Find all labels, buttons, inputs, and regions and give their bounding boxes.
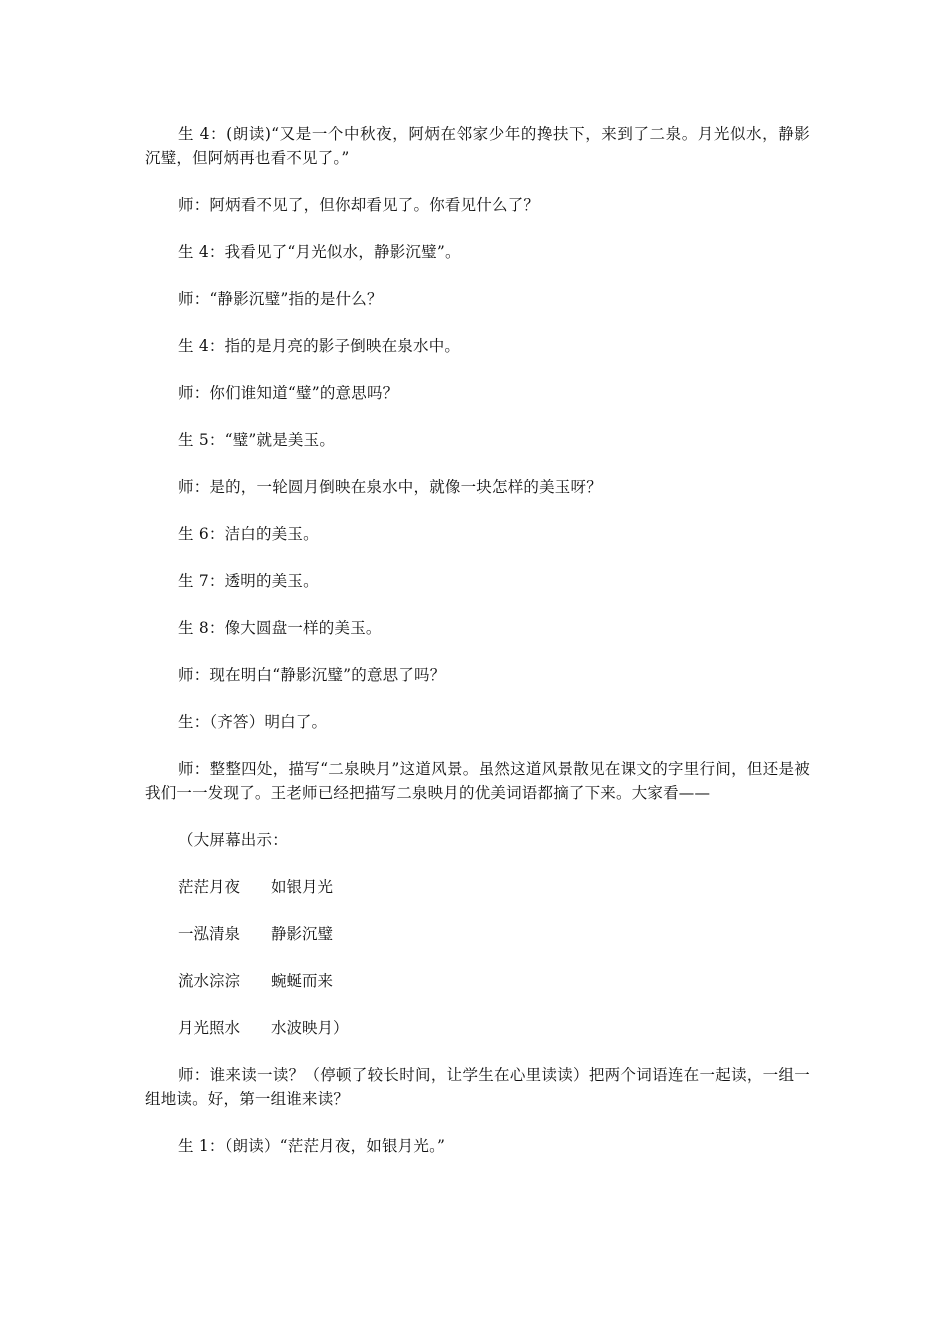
paragraph: 生 5：“璧”就是美玉。 — [178, 431, 336, 449]
paragraph: 生 4：指的是月亮的影子倒映在泉水中。 — [178, 337, 461, 355]
vocab-word: 流水淙淙 — [178, 972, 241, 990]
paragraph: 生 1：（朗读）“茫茫月夜，如银月光。” — [178, 1137, 446, 1155]
paragraph: 师：现在明白“静影沉璧”的意思了吗？ — [178, 666, 446, 684]
vocab-word: 蜿蜒而来 — [271, 972, 334, 990]
paragraph: 生：（齐答）明白了。 — [178, 713, 328, 731]
vocab-word: 如银月光 — [271, 878, 334, 896]
vocab-word: 静影沉璧 — [271, 925, 334, 943]
paragraph: 生 8：像大圆盘一样的美玉。 — [178, 619, 382, 637]
vocab-pair-row — [145, 922, 810, 946]
paragraph: 生 7：透明的美玉。 — [178, 572, 319, 590]
vocab-word: 茫茫月夜 — [178, 878, 241, 896]
vocab-word: 水波映月） — [271, 1019, 349, 1037]
vocab-word: 月光照水 — [178, 1019, 241, 1037]
paragraph: 师：“静影沉璧”指的是什么？ — [178, 290, 383, 308]
paragraph: 师：是的，一轮圆月倒映在泉水中，就像一块怎样的美玉呀？ — [178, 478, 602, 496]
paragraph: 师：阿炳看不见了，但你却看见了。你看见什么了？ — [178, 196, 540, 214]
vocab-pair-row — [145, 875, 810, 899]
paragraph: 生 6：洁白的美玉。 — [178, 525, 319, 543]
vocab-word: 一泓清泉 — [178, 925, 241, 943]
paragraph: 生 4：(朗读)“又是一个中秋夜，阿炳在邻家少年的搀扶下，来到了二泉。月光似水，静影沉璧，但阿炳再也看不见了。” — [145, 125, 810, 167]
paragraph: 师：整整四处，描写“二泉映月”这道风景。虽然这道风景散见在课文的字里行间，但还是被我们一一发现了。王老师已经把描写二泉映月的优美词语都摘了下来。大家看—— — [145, 760, 810, 802]
vocab-pair-row — [145, 969, 810, 993]
vocab-pair-row — [145, 1016, 810, 1040]
document-page — [145, 122, 810, 1181]
paragraph: 师：谁来读一读？（停顿了较长时间，让学生在心里读读）把两个词语连在一起读，一组一组地读。好，第一组谁来读？ — [145, 1066, 810, 1108]
paragraph: 师：你们谁知道“璧”的意思吗？ — [178, 384, 399, 402]
paragraph: （大屏幕出示： — [178, 831, 288, 849]
paragraph: 生 4：我看见了“月光似水，静影沉璧”。 — [178, 243, 461, 261]
